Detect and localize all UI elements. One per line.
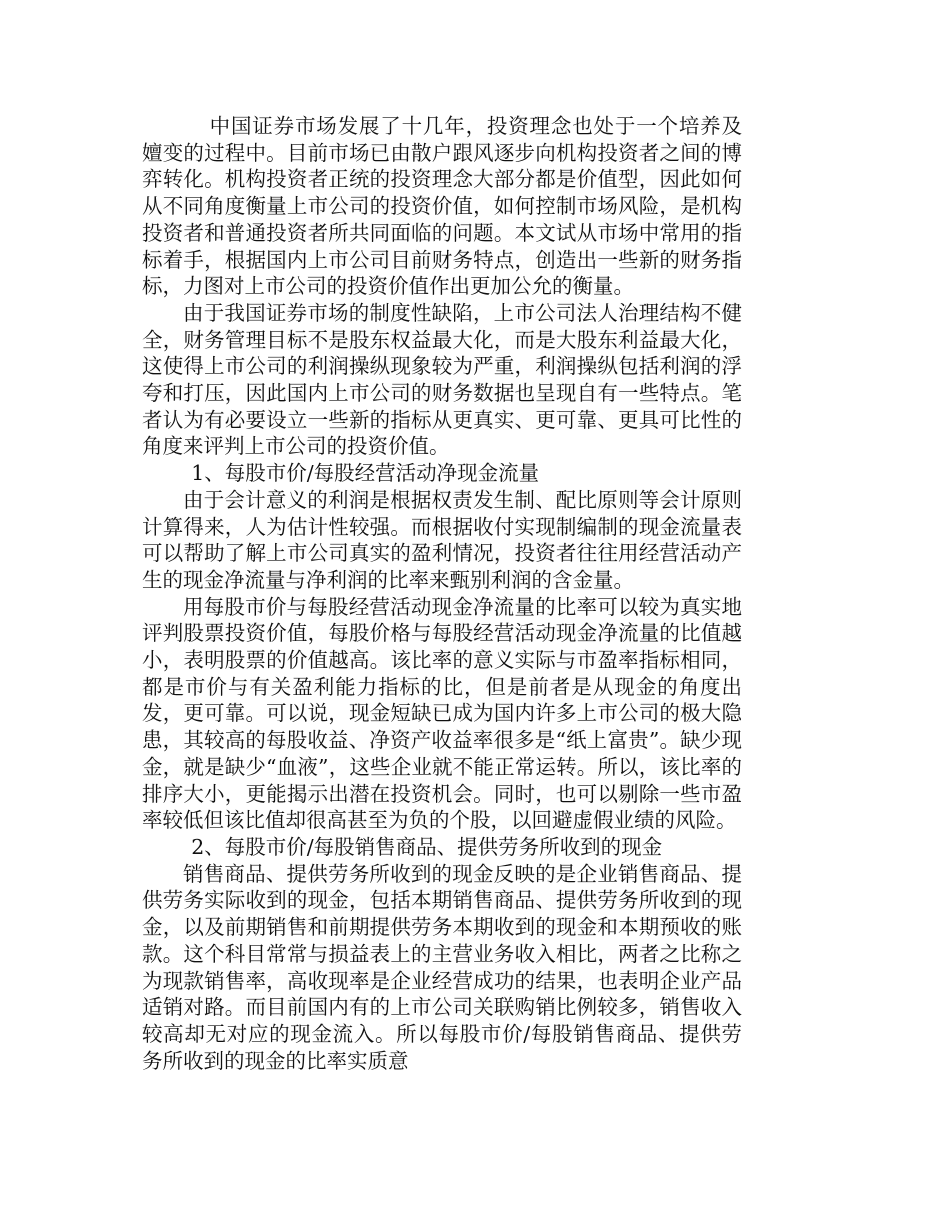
section-heading-1: 1、每股市价/每股经营活动净现金流量 bbox=[191, 461, 540, 486]
section-heading-2: 2、每股市价/每股销售商品、提供劳务所收到的现金 bbox=[191, 834, 663, 859]
document-body bbox=[142, 113, 742, 1074]
paragraph-price-cashflow-ratio: 用每股市价与每股经营活动现金净流量的比率可以较为真实地评判股票投资价值，每股价格与每股经营活动现金净流量的比值越小，表明股票的价值越高。该比率的意义实际与市盈率指标相同，都是市价与有关盈利能力指标的比，但是前者是从现金的角度出发，更可靠。可以说，现金短缺已成为国内许多上市公司的极大隐患，其较高的每股收益、净资产收益率很多是“纸上富贵”。缺少现金，就是缺少“血液”，这些企业就不能正常运转。所以，该比率的排序大小，更能揭示出潜在投资机会。同时，也可以剔除一些市盈率较低但该比值却很高甚至为负的个股，以回避虚假业绩的风险。 bbox=[142, 594, 742, 833]
paragraph-sales-cash: 销售商品、提供劳务所收到的现金反映的是企业销售商品、提供劳务实际收到的现金，包括本期销售商品、提供劳务所收到的现金，以及前期销售和前期提供劳务本期收到的现金和本期预收的账款。这个科目常常与损益表上的主营业务收入相比，两者之比称之为现款销售率，高收现率是企业经营成功的结果，也表明企业产品适销对路。而目前国内有的上市公司关联购销比例较多，销售收入较高却无对应的现金流入。所以每股市价/每股销售商品、提供劳务所收到的现金的比率实质意 bbox=[142, 861, 742, 1073]
paragraph-market-defects: 由于我国证券市场的制度性缺陷，上市公司法人治理结构不健全，财务管理目标不是股东权益最大化，而是大股东利益最大化，这使得上市公司的利润操纵现象较为严重，利润操纵包括利润的浮夸和打压，因此国内上市公司的财务数据也呈现自有一些特点。笔者认为有必要设立一些新的指标从更真实、更可靠、更具可比性的角度来评判上市公司的投资价值。 bbox=[142, 300, 742, 459]
paragraph-accounting-profit: 由于会计意义的利润是根据权责发生制、配比原则等会计原则计算得来，人为估计性较强。而根据收付实现制编制的现金流量表可以帮助了解上市公司真实的盈利情况，投资者往往用经营活动产生的现金净流量与净利润的比率来甄别利润的含金量。 bbox=[142, 487, 742, 592]
paragraph-intro: 中国证券市场发展了十几年，投资理念也处于一个培养及嬗变的过程中。目前市场已由散户跟风逐步向机构投资者之间的博弈转化。机构投资者正统的投资理念大部分都是价值型，因此如何从不同角度衡量上市公司的投资价值，如何控制市场风险，是机构投资者和普通投资者所共同面临的问题。本文试从市场中常用的指标着手，根据国内上市公司目前财务特点，创造出一些新的财务指标，力图对上市公司的投资价值作出更加公允的衡量。 bbox=[142, 114, 742, 299]
